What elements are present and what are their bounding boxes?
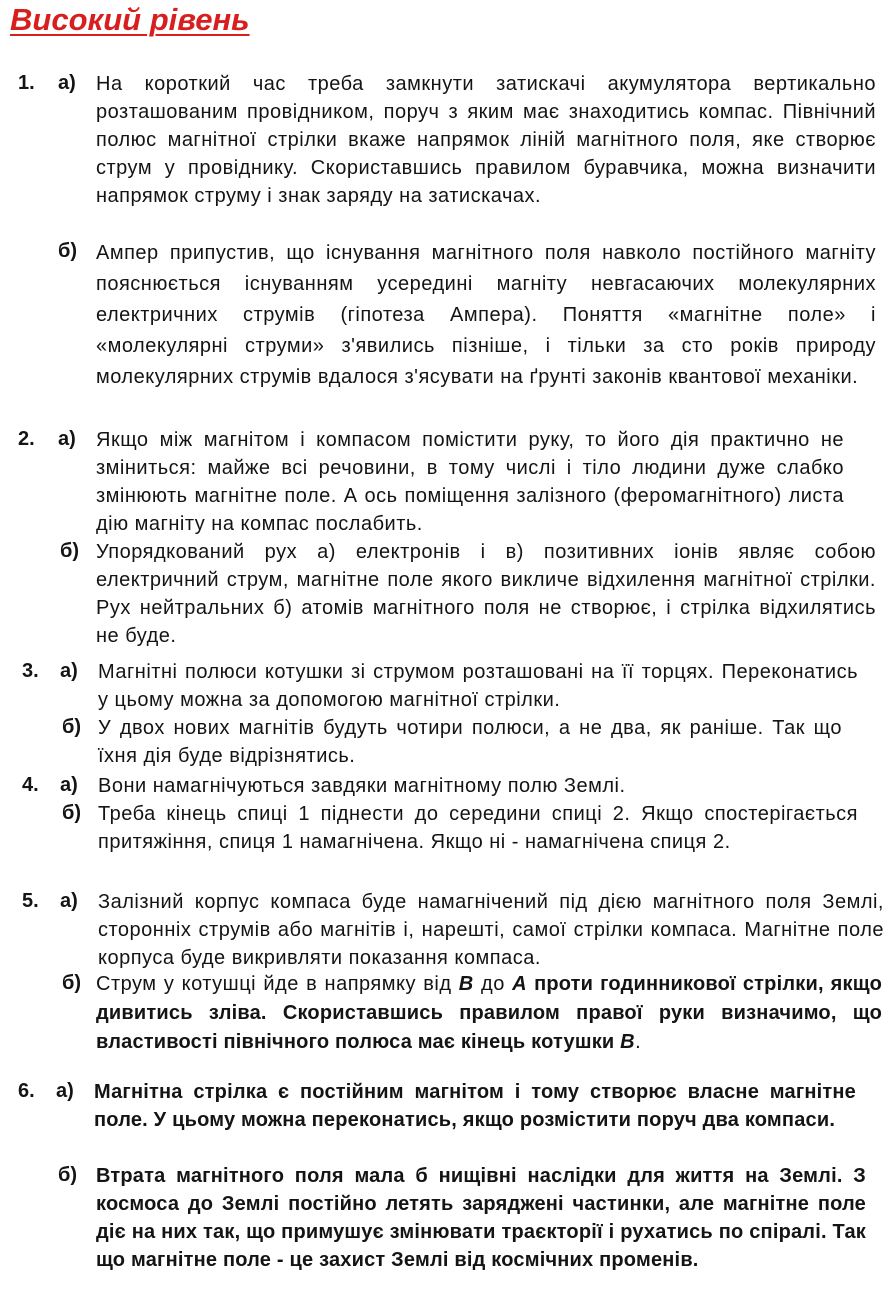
sub-label-b: б) [58, 1164, 78, 1186]
answer-text-a: Якщо між магнітом і компасом помістити руку, то його дія практично не зміниться: майже всі речовини, в тому числі і тіло людини дуже слабко змінюють магнітне поле. А ось поміщення залізного (феромагнітного) листа дію магніту на компас послабить. [96, 429, 844, 535]
sub-label-b: б) [62, 972, 82, 994]
sub-label-b: б) [62, 802, 82, 824]
item-number: 2. [18, 428, 35, 450]
sub-label-a: а) [60, 660, 78, 682]
answer-text-b: Ампер припустив, що існування магнітного поля навколо постійного магніту пояснюється існуванням усередині магніту невгасаючих молекулярних електричних струмів (гіпотеза Ампера). Поняття «магнітне поле» і «молекулярні струми» з'явились пізніше, і тільки за сто років природу молекулярних струмів вдалося з'ясувати на ґрунті законів квантової механіки. [96, 242, 876, 388]
answer-text-a: Магнітна стрілка є постійним магнітом і тому створює власне магнітне поле. У цьому можна переконатись, якщо розмістити поруч два компаси. [94, 1081, 856, 1131]
item-number: 3. [22, 660, 39, 682]
text-run: проти годинникової стрілки, якщо дивитись зліва. Скориставшись правилом правої руки визначимо, що властивості північного полюса має кінець котушки [96, 973, 882, 1053]
item-number: 5. [22, 890, 39, 912]
sub-label-a: а) [60, 774, 78, 796]
answer-text-a: На короткий час треба замкнути затискачі акумулятора вертикально розташованим провідником, поруч з яким має знаходитись компас. Північний полюс магнітної стрілки вкаже напрямок ліній магнітного поля, яке створює струм у провіднику. Скориставшись правилом буравчика, можна визначити напрямок струму і знак заряду на затискачах. [96, 73, 876, 207]
item-number: 6. [18, 1080, 35, 1102]
answer-text-b: Треба кінець спиці 1 піднести до середини спиці 2. Якщо спостерігається притяжіння, спиця 1 намагнічена. Якщо ні - намагнічена спиця 2. [98, 803, 858, 853]
text-run: Струм у котушці йде в напрямку від [96, 973, 459, 995]
coil-end-b: B [620, 1031, 636, 1053]
page-heading: Високий рівень [10, 2, 250, 37]
text-run: до [473, 973, 513, 995]
text-run: . [635, 1031, 642, 1053]
sub-label-a: а) [60, 890, 78, 912]
answer-text-b: Втрата магнітного поля мала б нищівні наслідки для життя на Землі. З космоса до Землі постійно летять заряджені частинки, але магнітне поле діє на них так, що примушує змінювати траєкторії і рухатись по спіралі. Так що магнітне поле - це захист Землі від космічних променів. [96, 1165, 866, 1271]
coil-end-b: B [458, 973, 474, 995]
sub-label-b: б) [62, 716, 82, 738]
sub-label-a: а) [58, 72, 76, 94]
coil-end-a: A [512, 973, 528, 995]
answer-text-a: Вони намагнічуються завдяки магнітному полю Землі. [98, 775, 626, 797]
sub-label-a: а) [58, 428, 76, 450]
answer-text-a: Залізний корпус компаса буде намагнічений під дією магнітного поля Землі, сторонніх струмів або магнітів і, нарешті, самої стрілки компаса. Магнітне поле корпуса буде викривляти показання компаса. [98, 891, 884, 969]
sub-label-b: б) [60, 540, 80, 562]
item-number: 4. [22, 774, 39, 796]
answer-text-a: Магнітні полюси котушки зі струмом розташовані на її торцях. Переконатись у цьому можна за допомогою магнітної стрілки. [98, 661, 858, 711]
answer-text-b [96, 970, 882, 1057]
sub-label-a: а) [56, 1080, 74, 1102]
item-number: 1. [18, 72, 35, 94]
answer-text-b: Упорядкований рух а) електронів і в) позитивних іонів являє собою електричний струм, магнітне поле якого викличе відхилення магнітної стрілки. Рух нейтральних б) атомів магнітного поля не створює, і стрілка відхилятись не буде. [96, 541, 876, 647]
sub-label-b: б) [58, 240, 78, 262]
answer-text-b: У двох нових магнітів будуть чотири полюси, а не два, як раніше. Так що їхня дія буде відрізнятись. [98, 717, 842, 767]
